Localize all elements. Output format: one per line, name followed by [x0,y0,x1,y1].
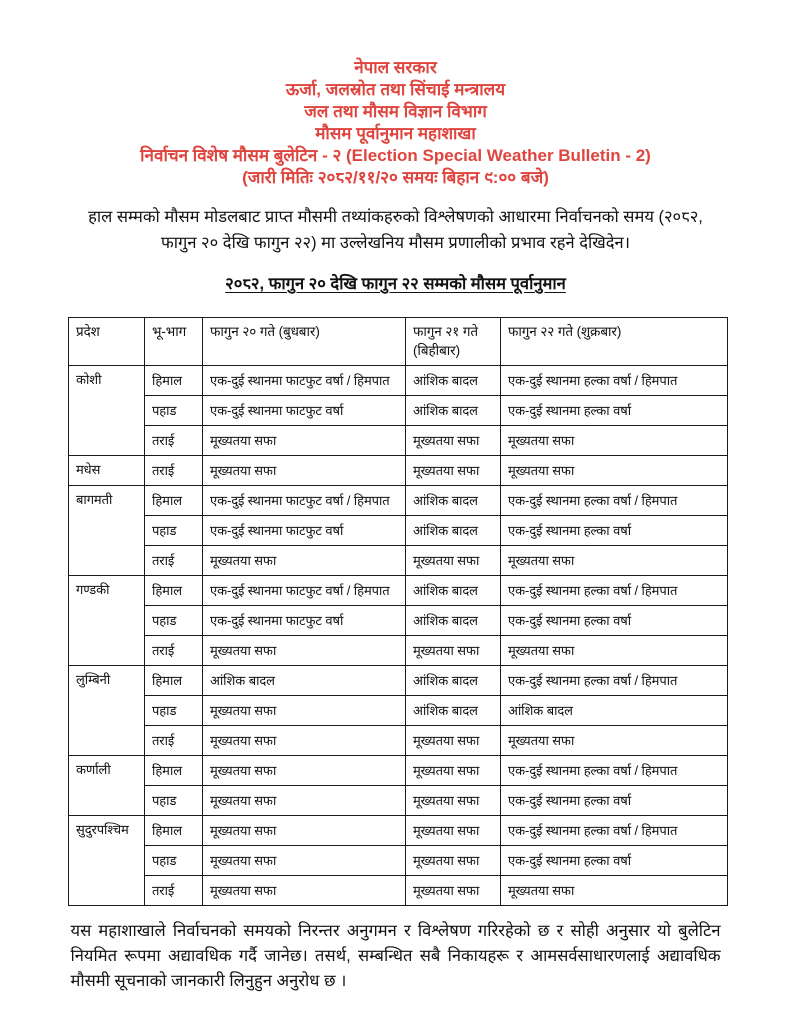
header-day2: फागुन २१ गते (बिहीबार) [406,318,501,366]
table-row [69,426,728,456]
forecast-day1-cell: आंशिक बादल [203,666,406,696]
table-row [69,546,728,576]
forecast-day2-cell: मूख्यतया सफा [406,546,501,576]
region-cell: हिमाल [145,666,203,696]
table-row [69,816,728,846]
table-row [69,366,728,396]
forecast-day2-cell: आंशिक बादल [406,606,501,636]
forecast-day2-cell: मूख्यतया सफा [406,846,501,876]
table-header-row [69,318,728,366]
forecast-day1-cell: मूख्यतया सफा [203,846,406,876]
forecast-table [68,317,728,906]
region-cell: हिमाल [145,576,203,606]
forecast-day2-cell: आंशिक बादल [406,576,501,606]
table-row [69,606,728,636]
forecast-day3-cell: मूख्यतया सफा [501,636,728,666]
table-row [69,846,728,876]
forecast-day1-cell: एक-दुई स्थानमा फाटफुट वर्षा [203,606,406,636]
ministry-name: ऊर्जा, जलस्रोत तथा सिंचाई मन्त्रालय [285,80,506,99]
issue-date-time: (जारी मितिः २०८२/११/२० समयः बिहान ९:०० बजे) [242,168,549,187]
forecast-day2-cell: मूख्यतया सफा [406,426,501,456]
region-cell: हिमाल [145,366,203,396]
header-day1: फागुन २० गते (बुधबार) [203,318,406,366]
forecast-day3-cell: एक-दुई स्थानमा हल्का वर्षा / हिमपात [501,486,728,516]
forecast-day2-cell: मूख्यतया सफा [406,786,501,816]
forecast-day1-cell: मूख्यतया सफा [203,546,406,576]
forecast-day3-cell: एक-दुई स्थानमा हल्का वर्षा [501,846,728,876]
forecast-day2-cell: मूख्यतया सफा [406,456,501,486]
table-row [69,396,728,426]
forecast-day1-cell: मूख्यतया सफा [203,726,406,756]
forecast-day2-cell: मूख्यतया सफा [406,636,501,666]
forecast-day1-cell: एक-दुई स्थानमा फाटफुट वर्षा / हिमपात [203,576,406,606]
forecast-day3-cell: आंशिक बादल [501,696,728,726]
forecast-day1-cell: मूख्यतया सफा [203,636,406,666]
region-cell: पहाड [145,786,203,816]
forecast-day3-cell: एक-दुई स्थानमा हल्का वर्षा / हिमपात [501,576,728,606]
table-row [69,666,728,696]
region-cell: पहाड [145,516,203,546]
closing-paragraph: यस महाशाखाले निर्वाचनको समयको निरन्तर अनुगमन र विश्लेषण गरिरहेको छ र सोही अनुसार यो बुलेटिन नियमित रूपमा अद्यावधिक गर्दै जानेछ। तसर्थ, सम्बन्धित सबै निकायहरू र आमसर्वसाधारणलाई अद्यावधिक मौसमी सूचनाको जानकारी लिनुहुन अनुरोध छ । [70,922,721,990]
intro-paragraph: हाल सम्मको मौसम मोडलबाट प्राप्त मौसमी तथ्यांकहरुको विश्लेषणको आधारमा निर्वाचनको समय (२०८२, फागुन २० देखि फागुन २२) मा उल्लेखनिय मौसम प्रणालीको प्रभाव रहने देखिदेन। [88,208,703,252]
forecast-day1-cell: एक-दुई स्थानमा फाटफुट वर्षा / हिमपात [203,486,406,516]
region-cell: पहाड [145,846,203,876]
forecast-day1-cell: एक-दुई स्थानमा फाटफुट वर्षा [203,396,406,426]
division-name: मौसम पूर्वानुमान महाशाखा [315,124,476,143]
table-row [69,786,728,816]
forecast-day1-cell: मूख्यतया सफा [203,786,406,816]
forecast-day2-cell: आंशिक बादल [406,366,501,396]
header-province: प्रदेश [69,318,145,366]
bulletin-title: निर्वाचन विशेष मौसम बुलेटिन - २ (Election Special Weather Bulletin - 2) [140,146,651,165]
table-row [69,456,728,486]
table-row [69,696,728,726]
region-cell: हिमाल [145,756,203,786]
forecast-day3-cell: एक-दुई स्थानमा हल्का वर्षा / हिमपात [501,366,728,396]
forecast-table-title: २०८२, फागुन २० देखि फागुन २२ सम्मको मौसम पूर्वानुमान [225,275,566,293]
table-row [69,486,728,516]
region-cell: हिमाल [145,486,203,516]
forecast-day2-cell: आंशिक बादल [406,666,501,696]
province-cell: बागमती [69,486,145,576]
forecast-day3-cell: मूख्यतया सफा [501,456,728,486]
forecast-day3-cell: मूख्यतया सफा [501,426,728,456]
forecast-day3-cell: एक-दुई स्थानमा हल्का वर्षा / हिमपात [501,816,728,846]
region-cell: तराई [145,876,203,906]
letterhead [0,0,791,189]
forecast-day1-cell: मूख्यतया सफा [203,876,406,906]
forecast-day2-cell: आंशिक बादल [406,696,501,726]
forecast-day1-cell: मूख्यतया सफा [203,756,406,786]
header-region: भू-भाग [145,318,203,366]
region-cell: पहाड [145,396,203,426]
forecast-day2-cell: आंशिक बादल [406,486,501,516]
region-cell: तराई [145,726,203,756]
table-row [69,576,728,606]
table-row [69,876,728,906]
forecast-day1-cell: एक-दुई स्थानमा फाटफुट वर्षा [203,516,406,546]
region-cell: तराई [145,636,203,666]
forecast-day3-cell: एक-दुई स्थानमा हल्का वर्षा / हिमपात [501,666,728,696]
forecast-day2-cell: मूख्यतया सफा [406,756,501,786]
table-row [69,516,728,546]
forecast-day3-cell: मूख्यतया सफा [501,876,728,906]
forecast-day3-cell: एक-दुई स्थानमा हल्का वर्षा [501,396,728,426]
province-cell: सुदुरपश्चिम [69,816,145,906]
forecast-day3-cell: मूख्यतया सफा [501,546,728,576]
forecast-day2-cell: आंशिक बादल [406,396,501,426]
forecast-day1-cell: मूख्यतया सफा [203,816,406,846]
table-row [69,756,728,786]
region-cell: पहाड [145,606,203,636]
province-cell: मधेस [69,456,145,486]
forecast-day3-cell: एक-दुई स्थानमा हल्का वर्षा [501,516,728,546]
forecast-day2-cell: आंशिक बादल [406,516,501,546]
region-cell: तराई [145,426,203,456]
table-row [69,636,728,666]
forecast-day2-cell: मूख्यतया सफा [406,816,501,846]
region-cell: पहाड [145,696,203,726]
forecast-day3-cell: मूख्यतया सफा [501,726,728,756]
region-cell: तराई [145,456,203,486]
forecast-day1-cell: मूख्यतया सफा [203,456,406,486]
table-row [69,726,728,756]
department-name: जल तथा मौसम विज्ञान विभाग [304,102,487,121]
province-cell: कोशी [69,366,145,456]
region-cell: तराई [145,546,203,576]
forecast-day1-cell: मूख्यतया सफा [203,696,406,726]
province-cell: कर्णाली [69,756,145,816]
forecast-day2-cell: मूख्यतया सफा [406,876,501,906]
forecast-day1-cell: एक-दुई स्थानमा फाटफुट वर्षा / हिमपात [203,366,406,396]
forecast-day3-cell: एक-दुई स्थानमा हल्का वर्षा [501,606,728,636]
forecast-day2-cell: मूख्यतया सफा [406,726,501,756]
government-name: नेपाल सरकार [354,58,437,77]
province-cell: गण्डकी [69,576,145,666]
forecast-day3-cell: एक-दुई स्थानमा हल्का वर्षा / हिमपात [501,756,728,786]
region-cell: हिमाल [145,816,203,846]
province-cell: लुम्बिनी [69,666,145,756]
forecast-day1-cell: मूख्यतया सफा [203,426,406,456]
header-day3: फागुन २२ गते (शुक्रबार) [501,318,728,366]
forecast-day3-cell: एक-दुई स्थानमा हल्का वर्षा [501,786,728,816]
